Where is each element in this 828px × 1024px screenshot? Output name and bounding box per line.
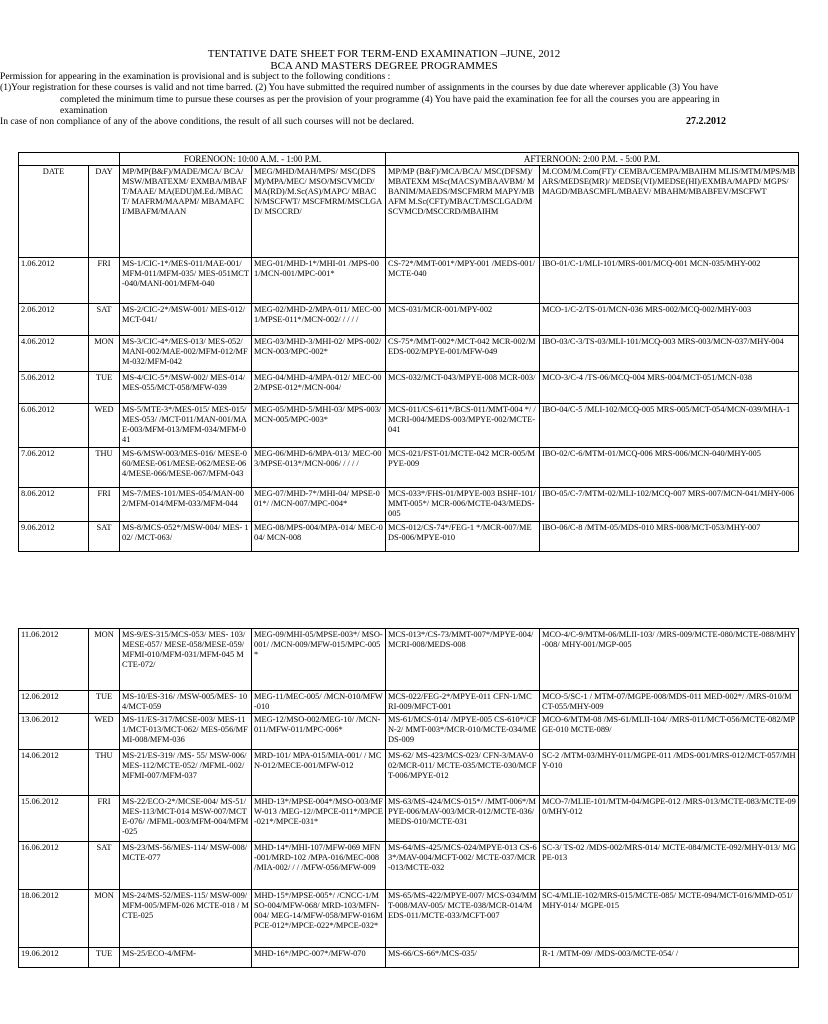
table-row — [19, 488, 799, 522]
exam-date-cell: 16.06.2012 — [19, 842, 89, 890]
forenoon-group-2-cell: MHD-14*/MHI-107/MFW-069 MFN-001/MRD-102 /MPA-016/MEC-008 /MIA-002/ / / /MFW-056/MFW-009 — [252, 842, 386, 890]
forenoon-group-1-cell: MS-1/CIC-1*/MES-011/MAE-001/MFM-011/MFM-035/ MES-051MCT-040/MANI-001/MFM-040 — [120, 258, 252, 304]
exam-date-cell: 14.06.2012 — [19, 750, 89, 796]
forenoon-group-1-cell: MS-11/ES-317/MCSE-003/ MES-111/MCT-013/MCT-062/ MES-056/MFMI-008/MFM-036 — [120, 714, 252, 750]
exam-date-cell: 5.06.2012 — [19, 372, 89, 404]
forenoon-group-1-cell: MS-6/MSW-003/MES-016/ MESE-060/MESE-061/MESE-062/MESE-064/MESE-066/MESE-067/MFM-043 — [120, 448, 252, 488]
afternoon-group-4-cell: MCO-7/MLIE-101/MTM-04/MGPE-012 /MRS-013/MCTE-083/MCTE-090/MHY-012 — [540, 796, 799, 842]
publication-date: 27.2.2012 — [686, 116, 726, 127]
exam-date-cell: 19.06.2012 — [19, 948, 89, 968]
day-column-header: DAY — [89, 166, 120, 258]
table-row — [19, 336, 799, 372]
exam-day-cell: WED — [89, 714, 120, 750]
exam-date-cell: 7.06.2012 — [19, 448, 89, 488]
afternoon-group-4-cell: IBO-05/C-7/MTM-02/MLI-102/MCQ-007 MRS-007/MCN-041/MHY-006 — [540, 488, 799, 522]
conditions-line-3: examination — [60, 105, 108, 116]
exam-date-cell: 12.06.2012 — [19, 691, 89, 714]
exam-day-cell: WED — [89, 404, 120, 448]
table-row — [19, 258, 799, 304]
schedule-table-1 — [18, 152, 799, 552]
forenoon-group-2-cell: MHD-16*/MPC-007*/MFW-070 — [252, 948, 386, 968]
exam-day-cell: TUE — [89, 691, 120, 714]
afternoon-group-4-cell: SC-3/ TS-02 /MDS-002/MRS-014/ MCTE-084/MCTE-092/MHY-013/ MGPE-013 — [540, 842, 799, 890]
exam-day-cell: THU — [89, 448, 120, 488]
exam-day-cell: SAT — [89, 842, 120, 890]
programme-group-3: MP/MP (B&F)/MCA/BCA/ MSC(DFSM)/ MBATEXM MSc(MACS)/MBAAVBM/ MBANIM/MAEDS/MSCFMRM MAPY/MBAFM M.Sc(CFT)/MBACT/MSCLGAD/M SCVMCD/MSCCRD/MBAIHM — [386, 166, 540, 258]
exam-date-cell: 18.06.2012 — [19, 890, 89, 948]
forenoon-group-2-cell: MEG-05/MHD-5/MHI-03/ MPS-003/MCN-005/MPC-003* — [252, 404, 386, 448]
table-row — [19, 842, 799, 890]
afternoon-group-4-cell: IBO-01/C-1/MLI-101/MRS-001/MCQ-001 MCN-035/MHY-002 — [540, 258, 799, 304]
forenoon-group-2-cell: MEG-01/MHD-1*/MHI-01 /MPS-001/MCN-001/MPC-001* — [252, 258, 386, 304]
forenoon-group-1-cell: MS-2/CIC-2*/MSW-001/ MES-012/MCT-041/ — [120, 304, 252, 336]
forenoon-group-1-cell: MS-23/MS-56/MES-114/ MSW-008/MCTE-077 — [120, 842, 252, 890]
exam-day-cell: TUE — [89, 372, 120, 404]
afternoon-group-4-cell: MCO-5/SC-1 / MTM-07/MGPE-008/MDS-011 MED-002*/ /MRS-010/MCT-055/MHY-009 — [540, 691, 799, 714]
forenoon-group-2-cell: MEG-06/MHD-6/MPA-013/ MEC-003/MPSE-013*/MCN-006/ / / / / — [252, 448, 386, 488]
exam-day-cell: THU — [89, 750, 120, 796]
exam-date-cell: 15.06.2012 — [19, 796, 89, 842]
forenoon-group-2-cell: MEG-03/MHD-3/MHI-02/ MPS-002/MCN-003/MPC-002* — [252, 336, 386, 372]
table-row — [19, 796, 799, 842]
forenoon-group-1-cell: MS-22/ECO-2*/MCSE-004/ MS-51/MES-113/MCT-014 MSW-007/MCTE-076/ /MFML-003/MFM-004/MFM-025 — [120, 796, 252, 842]
forenoon-group-1-cell: MS-24/MS-52/MES-115/ MSW-009/ MFM-005/MFM-026 MCTE-018 / MCTE-025 — [120, 890, 252, 948]
forenoon-group-2-cell: MHD-13*/MPSE-004*/MSO-003/MFW-013 /MEG-12//MPCE-011*/MPCE-021*/MPCE-031* — [252, 796, 386, 842]
exam-day-cell: MON — [89, 629, 120, 691]
exam-day-cell: FRI — [89, 488, 120, 522]
afternoon-group-3-cell: MCS-012/CS-74*/FEG-1 */MCR-007/MEDS-006/MPYE-010 — [386, 522, 540, 552]
table-row — [19, 750, 799, 796]
table-row — [19, 448, 799, 488]
afternoon-group-4-cell: IBO-06/C-8 /MTM-05/MDS-010 MRS-008/MCT-053/MHY-007 — [540, 522, 799, 552]
forenoon-group-1-cell: MS-25/ECO-4/MFM- — [120, 948, 252, 968]
afternoon-group-3-cell: MS-64/MS-425/MCS-024/MPYE-013 CS-63*/MAV-004/MCFT-002/ MCTE-037/MCR-013/MCTE-032 — [386, 842, 540, 890]
exam-day-cell: MON — [89, 890, 120, 948]
forenoon-group-1-cell: MS-21/ES-319/ /MS- 55/ MSW-006/MES-112/MCTE-052/ /MFML-002/MFMI-007/MFM-037 — [120, 750, 252, 796]
forenoon-group-1-cell: MS-4/CIC-5*/MSW-002/ MES-014/MES-055/MCT-058/MFW-039 — [120, 372, 252, 404]
exam-date-cell: 1.06.2012 — [19, 258, 89, 304]
table-row — [19, 304, 799, 336]
afternoon-group-4-cell: MCO-3/C-4 /TS-06/MCQ-004 MRS-004/MCT-051/MCN-038 — [540, 372, 799, 404]
afternoon-group-3-cell: MS-63/MS-424/MCS-015*/ /MMT-006*/MPYE-006/MAV-003/MCR-012/MCTE-036/MEDS-010/MCTE-031 — [386, 796, 540, 842]
exam-date-cell: 6.06.2012 — [19, 404, 89, 448]
forenoon-group-2-cell: MEG-02/MHD-2/MPA-011/ MEC-001/MPSE-011*/MCN-002/ / / / / — [252, 304, 386, 336]
afternoon-group-3-cell: MCS-013*/CS-73/MMT-007*/MPYE-004/MCRI-008/MEDS-008 — [386, 629, 540, 691]
exam-day-cell: FRI — [89, 258, 120, 304]
afternoon-group-4-cell: IBO-02/C-6/MTM-01/MCQ-006 MRS-006/MCN-040/MHY-005 — [540, 448, 799, 488]
forenoon-group-2-cell: MEG-07/MHD-7*/MHI-04/ MPSE-001*/ /MCN-007/MPC-004* — [252, 488, 386, 522]
afternoon-group-4-cell: IBO-04/C-5 /MLI-102/MCQ-005 MRS-005/MCT-054/MCN-039/MHA-1 — [540, 404, 799, 448]
afternoon-group-3-cell: MCS-033*/FHS-01/MPYE-003 BSHF-101/MMT-005*/ MCR-006/MCTE-043/MEDS-005 — [386, 488, 540, 522]
forenoon-group-2-cell: MEG-08/MPS-004/MPA-014/ MEC-004/ MCN-008 — [252, 522, 386, 552]
afternoon-group-3-cell: MS-62/ MS-423/MCS-023/ CFN-3/MAV-002/MCR-011/ MCTE-035/MCTE-030/MCFT-006/MPYE-012 — [386, 750, 540, 796]
forenoon-group-1-cell: MS-9/ES-315/MCS-053/ MES- 103/MESE-057/ MESE-058/MESE-059/ MFMI-010/MFM-031/MFM-045 MCTE-072/ — [120, 629, 252, 691]
afternoon-group-4-cell: SC-2 /MTM-03/MHY-011/MGPE-011 /MDS-001/MRS-012/MCT-057/MHY-010 — [540, 750, 799, 796]
afternoon-group-3-cell: CS-75*/MMT-002*/MCT-042 MCR-002/MEDS-002/MPYE-001/MFW-049 — [386, 336, 540, 372]
forenoon-group-2-cell: MEG-11/MEC-005/ /MCN-010/MFW-010 — [252, 691, 386, 714]
conditions-intro: Permission for appearing in the examination is provisional and is subject to the following conditions : — [0, 71, 391, 82]
exam-date-cell: 4.06.2012 — [19, 336, 89, 372]
forenoon-group-2-cell: MEG-09/MHI-05/MPSE-003*/ MSO-001/ /MCN-009/MFW-015/MPC-005* — [252, 629, 386, 691]
exam-date-cell: 8.06.2012 — [19, 488, 89, 522]
forenoon-group-2-cell: MEG-12/MSO-002/MEG-10/ /MCN-011/MFW-011/MPC-006* — [252, 714, 386, 750]
exam-day-cell: FRI — [89, 796, 120, 842]
exam-day-cell: TUE — [89, 948, 120, 968]
afternoon-group-3-cell: MS-66/CS-66*/MCS-035/ — [386, 948, 540, 968]
programme-group-4: M.COM/M.Com(FT)/ CEMBA/CEMPA/MBAIHM MLIS/MTM/MPS/MBARS/MEDSE(MR)/ MEDSE(VI)/MEDSE(HI)/EXMBA/MAPD/ MGPS/MAGD/MBASCMFL/MBAEV/ MBAHM/MBABFEV/MSCFWT — [540, 166, 799, 258]
forenoon-group-2-cell: MEG-04/MHD-4/MPA-012/ MEC-002/MPSE-012*/MCN-004/ — [252, 372, 386, 404]
exam-day-cell: SAT — [89, 522, 120, 552]
conditions-line-2: completed the minimum time to pursue these courses as per the provision of your programme (4) You have paid the examination fee for all the courses you are appearing in — [60, 94, 720, 105]
conditions-line-1: (1)Your registration for these courses is valid and not time barred. (2) You have submitted the required number of assignments in the courses by due date wherever applicable (3) You have — [0, 82, 719, 93]
forenoon-group-1-cell: MS-8/MCS-052*/MSW-004/ MES- 102/ /MCT-063/ — [120, 522, 252, 552]
table-row — [19, 372, 799, 404]
exam-day-cell: SAT — [89, 304, 120, 336]
forenoon-header: FORENOON: 10:00 A.M. - 1:00 P.M. — [120, 153, 386, 166]
date-column-header: DATE — [19, 166, 89, 258]
exam-date-cell: 13.06.2012 — [19, 714, 89, 750]
table-row — [19, 522, 799, 552]
forenoon-group-1-cell: MS-3/CIC-4*/MES-013/ MES-052/MANI-002/MAE-002/MFM-012/MFM-032/MFM-042 — [120, 336, 252, 372]
afternoon-group-4-cell: IBO-03/C-3/TS-03/MLI-101/MCQ-003 MRS-003/MCN-037/MHY-004 — [540, 336, 799, 372]
exam-date-cell: 11.06.2012 — [19, 629, 89, 691]
afternoon-group-3-cell: MS-65/MS-422/MPYE-007/ MCS-034/MMT-008/MAV-005/ MCTE-038/MCR-014/MEDS-011/MCTE-033/MCFT-007 — [386, 890, 540, 948]
afternoon-group-3-cell: MCS-021/FST-01/MCTE-042 MCR-005/MPYE-009 — [386, 448, 540, 488]
page-title: TENTATIVE DATE SHEET FOR TERM-END EXAMINATION –JUNE, 2012 — [207, 48, 561, 60]
forenoon-group-1-cell: MS-7/MES-101/MES-054/MAN-002/MFM-014/MFM-033/MFM-044 — [120, 488, 252, 522]
afternoon-group-4-cell: MCO-1/C-2/TS-01/MCN-036 MRS-002/MCQ-002/MHY-003 — [540, 304, 799, 336]
programme-group-1: MP/MP(B&F)/MADE/MCA/ BCA/MSW/MBATEXM/ EXMBA/MBAFT/MAAE/ MA(EDU)M.Ed./MBACT/ MAFRM/MAAPM/ MBAMAFCI/MBAFM/MAAN — [120, 166, 252, 258]
afternoon-group-3-cell: MCS-031/MCR-001/MPY-002 — [386, 304, 540, 336]
afternoon-group-4-cell: MCO-4/C-9/MTM-06/MLII-103/ /MRS-009/MCTE-080/MCTE-088/MHY-008/ MHY-001/MGP-005 — [540, 629, 799, 691]
afternoon-group-3-cell: MS-61/MCS-014/ /MPYE-005 CS-610*/CFN-2/ MMT-003*/MCR-010/MCTE-034/MEDS-009 — [386, 714, 540, 750]
afternoon-group-3-cell: CS-72*/MMT-001*/MPY-001 /MEDS-001/MCTE-040 — [386, 258, 540, 304]
exam-day-cell: MON — [89, 336, 120, 372]
exam-date-cell: 9.06.2012 — [19, 522, 89, 552]
afternoon-header: AFTERNOON: 2:00 P.M. - 5:00 P.M. — [386, 153, 799, 166]
afternoon-group-3-cell: MCS-032/MCT-043/MPYE-008 MCR-003/ — [386, 372, 540, 404]
table-row — [19, 714, 799, 750]
afternoon-group-4-cell: R-1 /MTM-09/ /MDS-003/MCTE-054/ / — [540, 948, 799, 968]
table-row — [19, 629, 799, 691]
afternoon-group-3-cell: MCS-011/CS-611*/BCS-011/MMT-004 */ /MCRI-004/MEDS-003/MPYE-002/MCTE-041 — [386, 404, 540, 448]
afternoon-group-3-cell: MCS-022/FEG-2*/MPYE-011 CFN-1/MCRI-009/MFCT-001 — [386, 691, 540, 714]
forenoon-group-2-cell: MHD-15*/MPSE-005*/ /CNCC-1/MSO-004/MFW-068/ MRD-103/MFN-004/ MEG-14/MFW-058/MFW-016MPCE-012*/MPCE-022*/MPCE-032* — [252, 890, 386, 948]
table-row — [19, 404, 799, 448]
programme-group-2: MEG/MHD/MAH/MPS/ MSC(DFSM)/MPA/MEC/ MSO/MSCVMCD/ MA(RD)/M.Sc(AS)/MAPC/ MBACN/MSCFWT/ MSCFMRM/MSCLGAD/ MSCCRD/ — [252, 166, 386, 258]
afternoon-group-4-cell: MCO-6/MTM-08 /MS-61/MLII-104/ /MRS-011/MCT-056/MCTE-082/MPGE-010 MCTE-089/ — [540, 714, 799, 750]
schedule-table-2 — [18, 628, 799, 968]
table-row — [19, 691, 799, 714]
table-row — [19, 890, 799, 948]
forenoon-group-2-cell: MRD-101/ MPA-015/MIA-001/ / MCN-012/MECE-001/MFW-012 — [252, 750, 386, 796]
noncompliance-note: In case of non compliance of any of the above conditions, the result of all such courses will not be declared. — [0, 116, 414, 127]
blank-header-cell — [19, 153, 120, 166]
table-row — [19, 948, 799, 968]
page-subtitle: BCA AND MASTERS DEGREE PROGRAMMES — [270, 60, 498, 72]
forenoon-group-1-cell: MS-10/ES-316/ /MSW-005/MES- 104/MCT-059 — [120, 691, 252, 714]
exam-date-cell: 2.06.2012 — [19, 304, 89, 336]
afternoon-group-4-cell: SC-4/MLIE-102/MRS-015/MCTE-085/ MCTE-094/MCT-016/MMD-051/MHY-014/ MGPE-015 — [540, 890, 799, 948]
forenoon-group-1-cell: MS-5/MTE-3*/MES-015/ MES-015/MES-053/ /MCT-011/MAN-001/MAE-003/MFM-013/MFM-034/MFM-041 — [120, 404, 252, 448]
